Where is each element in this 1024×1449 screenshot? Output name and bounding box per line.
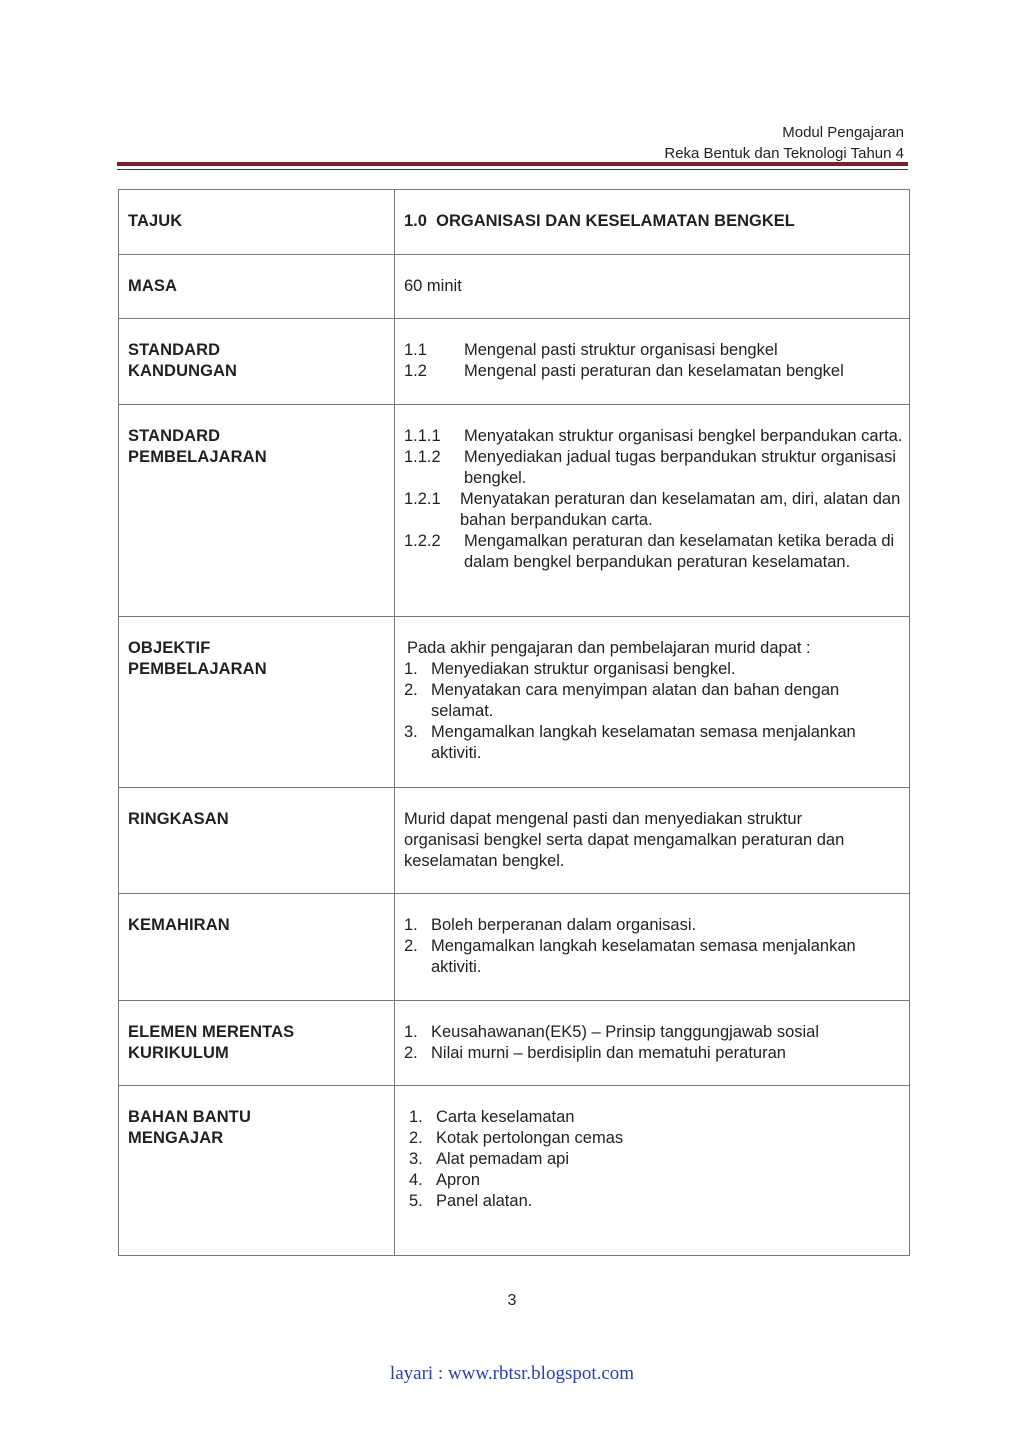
list-item — [404, 489, 905, 531]
label-line: KANDUNGAN — [128, 362, 238, 380]
item-text: Alat pemadam api — [436, 1150, 569, 1168]
item-number: 1. — [404, 660, 418, 678]
item-text: Mengenal pasti peraturan dan keselamatan bengkel — [464, 362, 844, 380]
list-item — [409, 1128, 909, 1149]
row-standard-kandungan — [119, 319, 910, 405]
value-objektif — [395, 617, 910, 788]
item-code: 1.2.1 — [404, 490, 441, 508]
label-line: OBJEKTIF — [128, 639, 211, 657]
item-text: Mengamalkan langkah keselamatan semasa menjalankan aktiviti. — [431, 937, 856, 976]
label-line: STANDARD — [128, 427, 221, 445]
label-line: MENGAJAR — [128, 1129, 224, 1147]
value-ringkasan: Murid dapat mengenal pasti dan menyediakan struktur organisasi bengkel serta dapat mengamalkan peraturan dan keselamatan bengkel. — [395, 788, 910, 894]
list-item — [409, 1107, 909, 1128]
page-number: 3 — [507, 1292, 517, 1309]
value-tajuk: 1.0 ORGANISASI DAN KESELAMATAN BENGKEL — [395, 190, 910, 255]
item-text: Mengamalkan langkah keselamatan semasa menjalankan aktiviti. — [431, 723, 856, 762]
row-bahan-bantu-mengajar — [119, 1086, 910, 1256]
list-item — [404, 722, 893, 764]
list-item — [404, 1043, 909, 1064]
label-ringkasan: RINGKASAN — [119, 788, 395, 894]
item-code: 1.2 — [404, 362, 427, 380]
label-line: ELEMEN MERENTAS — [128, 1023, 295, 1041]
item-number: 2. — [404, 937, 418, 955]
list-item — [409, 1149, 909, 1170]
item-text: Menyatakan peraturan dan keselamatan am, diri, alatan dan bahan berpandukan carta. — [460, 490, 901, 529]
item-code: 1.1.1 — [404, 427, 441, 445]
list-item — [409, 1170, 909, 1191]
item-text: Keusahawanan(EK5) – Prinsip tanggungjawab sosial — [431, 1023, 819, 1041]
item-text: Menyediakan struktur organisasi bengkel. — [431, 660, 736, 678]
label-line: PEMBELAJARAN — [128, 448, 267, 466]
value-standard-pembelajaran — [395, 405, 910, 617]
item-text: Nilai murni – berdisiplin dan mematuhi peraturan — [431, 1044, 786, 1062]
label-kemahiran: KEMAHIRAN — [119, 894, 395, 1001]
label-masa: MASA — [119, 255, 395, 319]
list-item — [404, 936, 893, 978]
list-item — [404, 531, 905, 573]
label-line: STANDARD — [128, 341, 221, 359]
label-objektif — [119, 617, 395, 788]
value-standard-kandungan — [395, 319, 910, 405]
objektif-intro: Pada akhir pengajaran dan pembelajaran murid dapat : — [407, 639, 811, 657]
lesson-plan-table — [118, 189, 910, 1256]
value-kemahiran — [395, 894, 910, 1001]
item-number: 2. — [404, 681, 418, 699]
item-code: 1.1 — [404, 341, 427, 359]
item-text: Menyatakan struktur organisasi bengkel berpandukan carta. — [464, 427, 903, 445]
label-line: KURIKULUM — [128, 1044, 229, 1062]
header-subject-title: Reka Bentuk dan Teknologi Tahun 4 — [664, 145, 904, 162]
header-module-title: Modul Pengajaran — [782, 124, 904, 141]
value-elemen-merentas-kurikulum — [395, 1001, 910, 1086]
label-elemen-merentas-kurikulum — [119, 1001, 395, 1086]
header-rule-thick — [117, 162, 908, 166]
label-standard-kandungan — [119, 319, 395, 405]
row-objektif — [119, 617, 910, 788]
header-rule-thin — [117, 169, 908, 170]
list-item — [404, 659, 893, 680]
list-item — [409, 1191, 909, 1212]
item-text: Menyatakan cara menyimpan alatan dan bahan dengan selamat. — [431, 681, 840, 720]
item-text: Apron — [436, 1171, 481, 1189]
item-code: 1.1.2 — [404, 448, 441, 466]
item-text: Mengenal pasti struktur organisasi bengkel — [464, 341, 778, 359]
row-tajuk — [119, 190, 910, 255]
item-text: Carta keselamatan — [436, 1108, 575, 1126]
row-masa — [119, 255, 910, 319]
item-number: 2. — [409, 1129, 423, 1147]
item-text: Boleh berperanan dalam organisasi. — [431, 916, 697, 934]
item-number: 3. — [404, 723, 418, 741]
item-number: 5. — [409, 1192, 423, 1210]
list-item — [404, 680, 893, 722]
item-text: Mengamalkan peraturan dan keselamatan ketika berada di dalam bengkel berpandukan peraturan keselamatan. — [464, 532, 895, 571]
item-number: 2. — [404, 1044, 418, 1062]
value-bahan-bantu-mengajar — [395, 1086, 910, 1256]
item-number: 4. — [409, 1171, 423, 1189]
label-line: PEMBELAJARAN — [128, 660, 267, 678]
row-elemen-merentas-kurikulum — [119, 1001, 910, 1086]
list-item — [404, 340, 909, 361]
item-number: 1. — [404, 1023, 418, 1041]
value-masa: 60 minit — [395, 255, 910, 319]
list-item — [404, 447, 905, 489]
item-text: Panel alatan. — [436, 1192, 533, 1210]
label-standard-pembelajaran — [119, 405, 395, 617]
item-number: 1. — [409, 1108, 423, 1126]
label-line: BAHAN BANTU — [128, 1108, 252, 1126]
item-code: 1.2.2 — [404, 532, 441, 550]
item-number: 3. — [409, 1150, 423, 1168]
footer-blog-link[interactable]: layari : www.rbtsr.blogspot.com — [389, 1363, 635, 1384]
list-item — [404, 915, 893, 936]
running-header — [664, 122, 904, 164]
item-text: Kotak pertolongan cemas — [436, 1129, 624, 1147]
row-kemahiran — [119, 894, 910, 1001]
row-ringkasan — [119, 788, 910, 894]
list-item — [404, 426, 905, 447]
list-item — [404, 1022, 909, 1043]
label-bahan-bantu-mengajar — [119, 1086, 395, 1256]
list-item — [404, 361, 909, 382]
row-standard-pembelajaran — [119, 405, 910, 617]
item-number: 1. — [404, 916, 418, 934]
item-text: Menyediakan jadual tugas berpandukan struktur organisasi bengkel. — [464, 448, 897, 487]
label-tajuk: TAJUK — [119, 190, 395, 255]
